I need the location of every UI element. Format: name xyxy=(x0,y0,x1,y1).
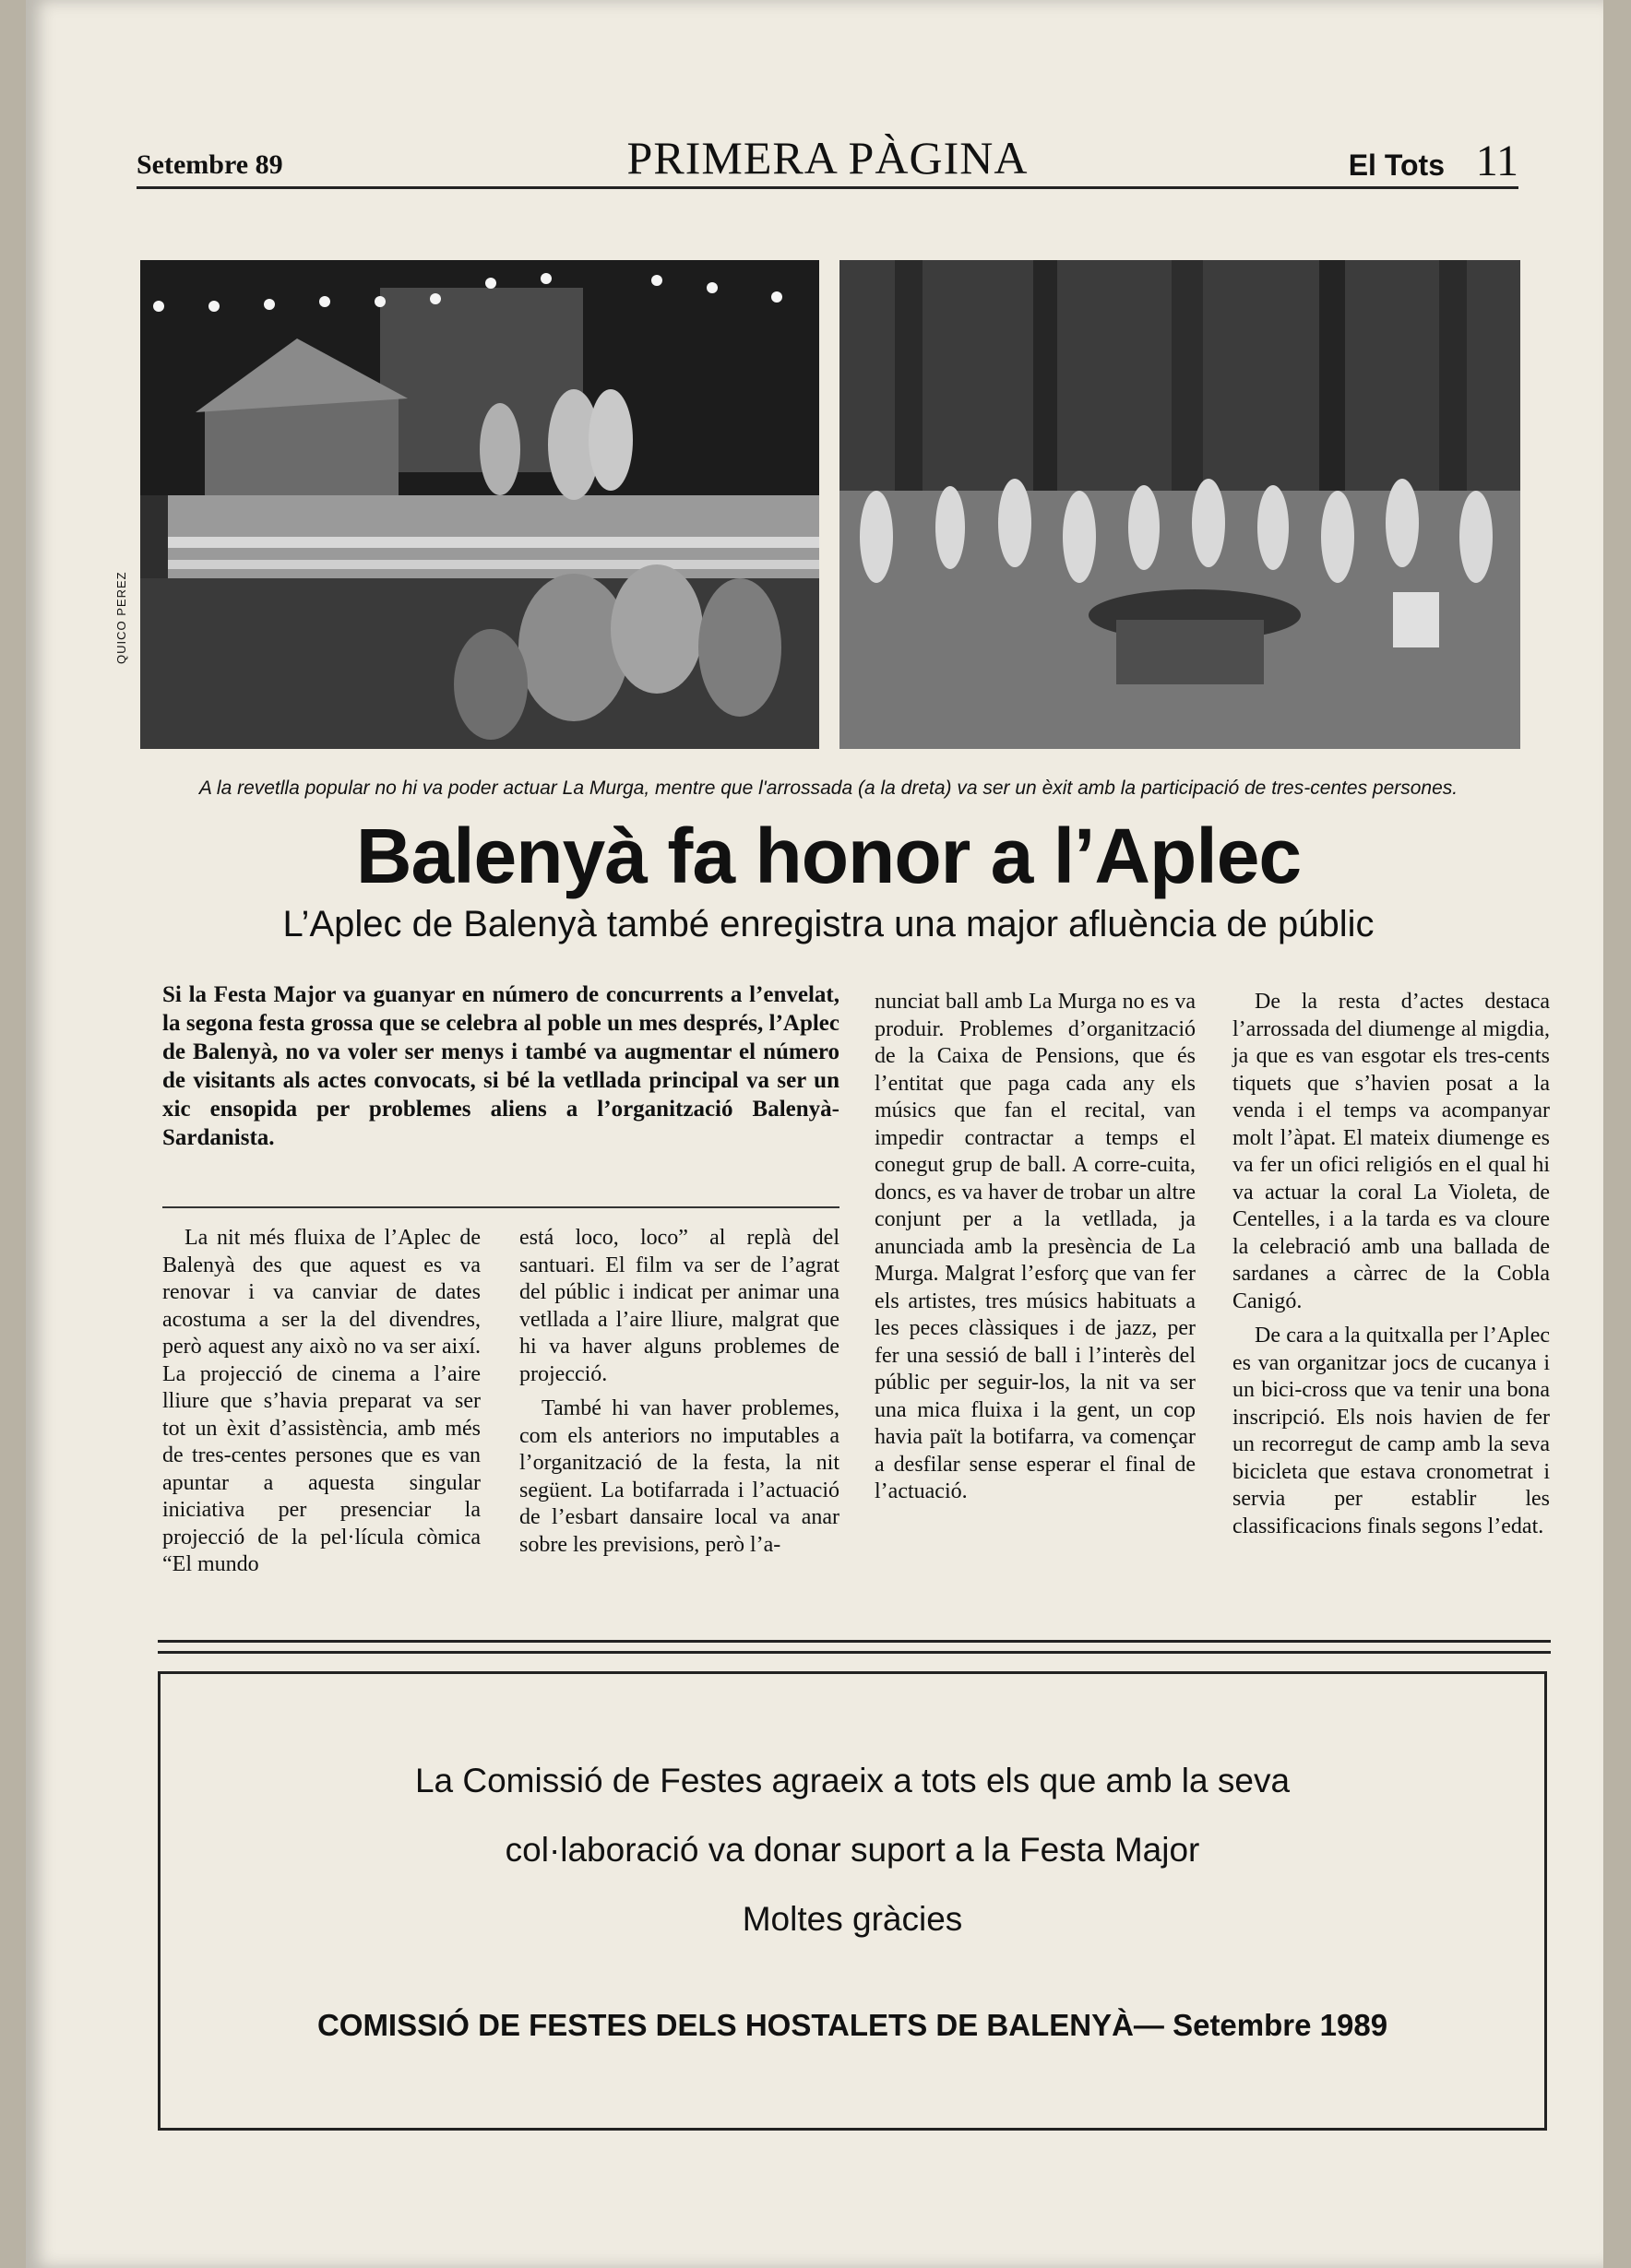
article-lead xyxy=(162,980,839,1152)
publication-name: El Tots xyxy=(1348,148,1445,182)
section-divider xyxy=(158,1651,1551,1654)
issue-date: Setembre 89 xyxy=(137,149,283,180)
notice-line-3: Moltes gràcies xyxy=(742,1900,963,1938)
photo-credit: QUICO PEREZ xyxy=(114,571,128,664)
article-column-3 xyxy=(875,989,1196,1514)
paragraph: La nit més fluixa de l’Aplec de Balenyà des que aquest es va renovar i va canviar de dates acostuma a ser la del divendres, però aquest any això no va ser així. La projecció de cinema a l’aire lliure que s’havia preparat va ser tot un èxit d’assistència, amb més de tres-centes persones que es van apuntar a aquesta singular iniciativa per presenciar la projecció de la pel·lícula còmica “El mundo xyxy=(162,1226,481,1576)
lead-paragraph: Si la Festa Major va guanyar en número de concurrents a l’envelat, la segona festa grossa que se celebra al poble un mes després, l’Aplec de Balenyà, no va voler ser menys i també va augmentar el número de visitants als actes convocats, si bé la vetllada principal va ser un xic ensopida per problemes aliens a l’organització Balenyà-Sardanista. xyxy=(162,982,839,1150)
article-column-2 xyxy=(519,1225,839,1566)
notice-signature: COMISSIÓ DE FESTES DELS HOSTALETS DE BALENYÀ— Setembre 1989 xyxy=(316,2008,1388,2042)
paragraph: está loco, loco” al replà del santuari. El film va ser de l’agrat del públic i indicat per animar una vetllada a l’aire lliure, malgrat que hi va haver alguns problemes de projecció. xyxy=(519,1226,839,1386)
paragraph: De la resta d’actes destaca l’arrossada del diumenge al migdia, ja que es van esgotar els tres-cents tiquets que s’havien posat a la venda i el temps va acompanyar molt l’àpat. El mateix diumenge es va fer un ofici religiós en el qual hi va actuar la coral La Violeta, de Centelles, i a la tarda es va cloure la celebració amb una ballada de sardanes a càrrec de la Cobla Canigó. xyxy=(1232,990,1550,1313)
notice-line-1: La Comissió de Festes agraeix a tots els que amb la seva xyxy=(414,1762,1291,1799)
page-number: 11 xyxy=(1475,137,1518,185)
lead-divider xyxy=(162,1206,839,1208)
paragraph: De cara a la quitxalla per l’Aplec es van organitzar jocs de cucanya i un bici-cross que va tenir una bona inscripció. Els nois havien de fer un recorregut de camp amb la seva bicicleta que estava cronometrat i servia per establir les classificacions finals segons l’edat. xyxy=(1232,1324,1550,1538)
article-column-4 xyxy=(1232,989,1550,1548)
thank-you-notice xyxy=(158,1671,1547,2131)
paragraph: També hi van haver problemes, com els anteriors no imputables a l’organització de la festa, la nit següent. La botifarrada i l’actuació de l’esbart dansaire local va anar sobre les previsions, però l’a- xyxy=(519,1396,839,1557)
newspaper-page xyxy=(26,0,1603,2268)
article-headline: Balenyà fa honor a l’Aplec xyxy=(355,813,1302,899)
article-subheadline: L’Aplec de Balenyà també enregistra una major afluència de públic xyxy=(282,904,1375,944)
paragraph: nunciat ball amb La Murga no es va produir. Problemes d’organització de la Caixa de Pensions, que és l’entitat que paga cada any els músics que fan el recital, van impedir contractar a temps el conegut grup de ball. A corre-cuita, doncs, es va haver de trobar un altre conjunt per a la vetllada, ja anunciada amb la presència de La Murga. Malgrat l’esforç que van fer els artistes, tres músics habituats a les peces clàssiques i de jazz, per fer una sessió de ball i l’interès del públic per seguir-los, la nit va ser una mica fluixa i la gent, un cop havia paït la botifarra, va començar a desfilar sense esperar el final de l’actuació. xyxy=(875,990,1196,1503)
article-column-1 xyxy=(162,1225,481,1586)
photo-arrossada xyxy=(839,260,1520,749)
notice-line-2: col·laboració va donar suport a la Festa Major xyxy=(505,1831,1200,1869)
section-divider xyxy=(158,1640,1551,1643)
page-header xyxy=(137,129,1518,189)
photo-night-concert xyxy=(140,260,819,749)
photo-caption: A la revetlla popular no hi va poder actuar La Murga, mentre que l'arrossada (a la dreta) va ser un èxit amb la participació de tres-centes persones. xyxy=(198,778,1458,799)
section-title: PRIMERA PÀGINA xyxy=(626,132,1029,184)
